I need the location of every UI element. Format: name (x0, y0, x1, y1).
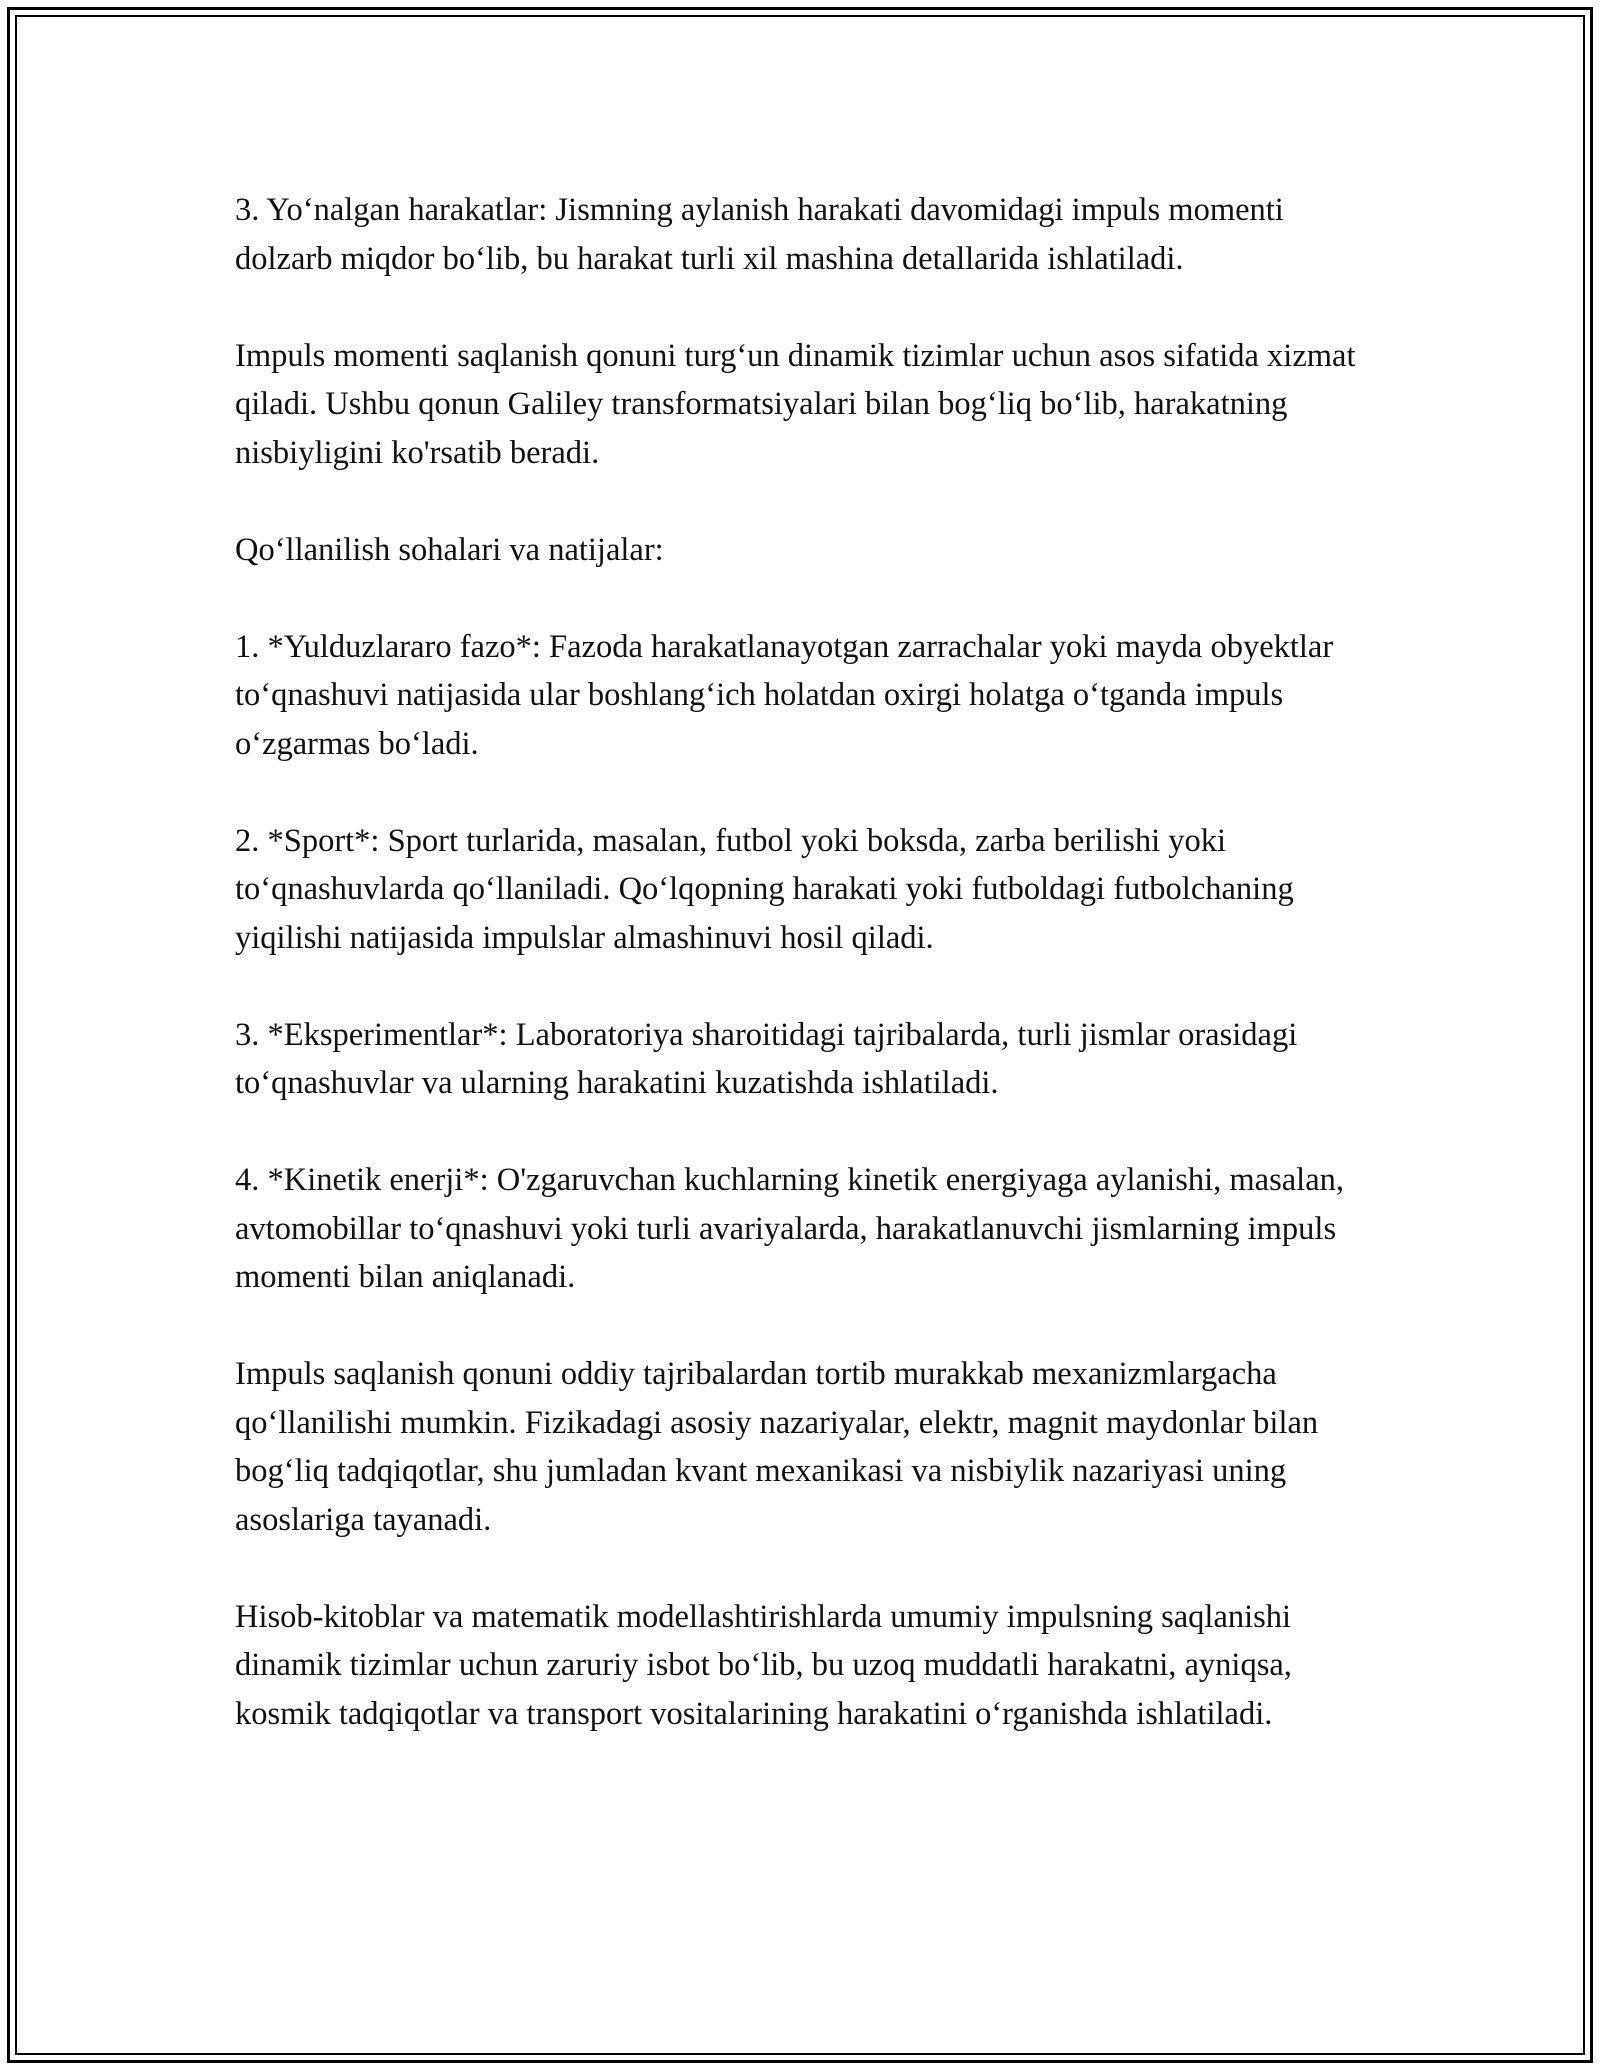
list-item-experiments: 3. *Eksperimentlar*: Laboratoriya sharoitidagi tajribalarda, turli jismlar orasidagi to‘qnashuvlar va ularning harakatini kuzatishda ishlatiladi. (235, 1016, 1298, 1101)
paragraph-calculations-modeling: Hisob-kitoblar va matematik modellashtirishlarda umumiy impulsning saqlanishi dinamik tizimlar uchun zaruriy isbot bo‘lib, bu uzoq muddatli harakatni, ayniqsa, kosmik tadqiqotlar va transport vositalarining harakatini o‘rganishda ishlatiladi. (235, 1598, 1292, 1732)
paragraph-applications-heading: Qo‘llanilish sohalari va natijalar: (235, 531, 664, 568)
paragraph-conservation-law: Impuls momenti saqlanish qonuni turg‘un dinamik tizimlar uchun asos sifatida xizmat qiladi. Ushbu qonun Galiley transformatsiyalari bilan bog‘liq bo‘lib, harakatning nisbiyligini ko'rsatib beradi. (235, 337, 1356, 471)
document-body (235, 186, 1375, 1738)
list-item-kinetic-energy: 4. *Kinetik enerji*: O'zgaruvchan kuchlarning kinetik energiyaga aylanishi, masalan, avtomobillar to‘qnashuvi yoki turli avariyalarda, harakatlanuvchi jismlarning impuls momenti bilan aniqlanadi. (235, 1162, 1344, 1295)
paragraph-conservation-applications: Impuls saqlanish qonuni oddiy tajribalardan tortib murakkab mexanizmlargacha qo‘llanilishi mumkin. Fizikadagi asosiy nazariyalar, elektr, magnit maydonlar bilan bog‘liq tadqiqotlar, shu jumladan kvant mexanikasi va nisbiylik nazariyasi uning asoslariga tayanadi. (235, 1356, 1319, 1538)
list-item-interstellar-space: 1. *Yulduzlararo fazo*: Fazoda harakatlanayotgan zarrachalar yoki mayda obyektlar to‘qnashuvi natijasida ular boshlang‘ich holatdan oxirgi holatga o‘tganda impuls o‘zgarmas bo‘ladi. (235, 628, 1334, 762)
paragraph-directed-motions: 3. Yo‘nalgan harakatlar: Jismning aylanish harakati davomidagi impuls momenti dolzarb miqdor bo‘lib, bu harakat turli xil mashina detallarida ishlatiladi. (235, 192, 1284, 277)
list-item-sport: 2. *Sport*: Sport turlarida, masalan, futbol yoki boksda, zarba berilishi yoki to‘qnashuvlarda qo‘llaniladi. Qo‘lqopning harakati yoki futboldagi futbolchaning yiqilishi natijasida impulslar almashinuvi hosil qiladi. (235, 822, 1294, 956)
